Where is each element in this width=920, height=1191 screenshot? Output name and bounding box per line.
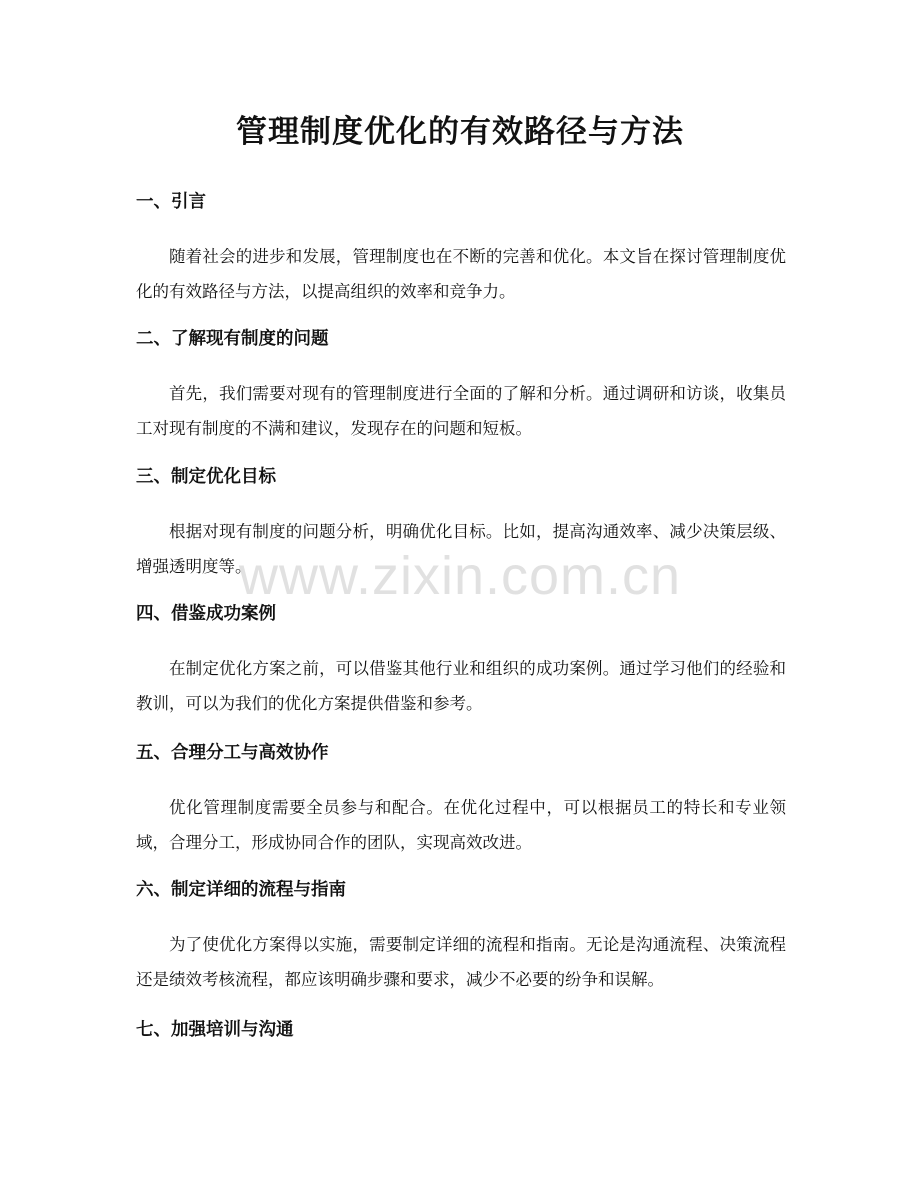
section-division-collaboration [136, 739, 786, 860]
section-heading: 七、加强培训与沟通 [136, 1020, 294, 1040]
section-paragraph: 根据对现有制度的问题分析，明确优化目标。比如，提高沟通效率、减少决策层级、增强透明度等。 [136, 522, 786, 576]
section-processes-guidelines [136, 876, 786, 997]
watermark: www.zixin.com.cn [238, 546, 682, 606]
section-optimization-goals [136, 463, 786, 584]
section-paragraph: 首先，我们需要对现有的管理制度进行全面的了解和分析。通过调研和访谈，收集员工对现有制度的不满和建议，发现存在的问题和短板。 [136, 384, 786, 438]
section-existing-problems [136, 325, 786, 446]
section-paragraph: 为了使优化方案得以实施，需要制定详细的流程和指南。无论是沟通流程、决策流程还是绩效考核流程，都应该明确步骤和要求，减少不必要的纷争和误解。 [136, 935, 786, 989]
section-heading: 五、合理分工与高效协作 [136, 743, 329, 763]
section-paragraph: 随着社会的进步和发展，管理制度也在不断的完善和优化。本文旨在探讨管理制度优化的有效路径与方法，以提高组织的效率和竞争力。 [136, 247, 786, 301]
section-success-cases [136, 600, 786, 721]
document-title: 管理制度优化的有效路径与方法 [236, 114, 684, 150]
section-heading: 六、制定详细的流程与指南 [136, 880, 346, 900]
section-heading: 三、制定优化目标 [136, 467, 276, 487]
section-training-communication [136, 1016, 786, 1044]
section-paragraph: 在制定优化方案之前，可以借鉴其他行业和组织的成功案例。通过学习他们的经验和教训，可以为我们的优化方案提供借鉴和参考。 [136, 659, 786, 713]
section-heading: 二、了解现有制度的问题 [136, 329, 329, 349]
section-paragraph: 优化管理制度需要全员参与和配合。在优化过程中，可以根据员工的特长和专业领域，合理分工，形成协同合作的团队，实现高效改进。 [136, 798, 786, 852]
section-heading: 四、借鉴成功案例 [136, 604, 276, 624]
section-introduction [136, 188, 786, 309]
section-heading: 一、引言 [136, 192, 206, 212]
